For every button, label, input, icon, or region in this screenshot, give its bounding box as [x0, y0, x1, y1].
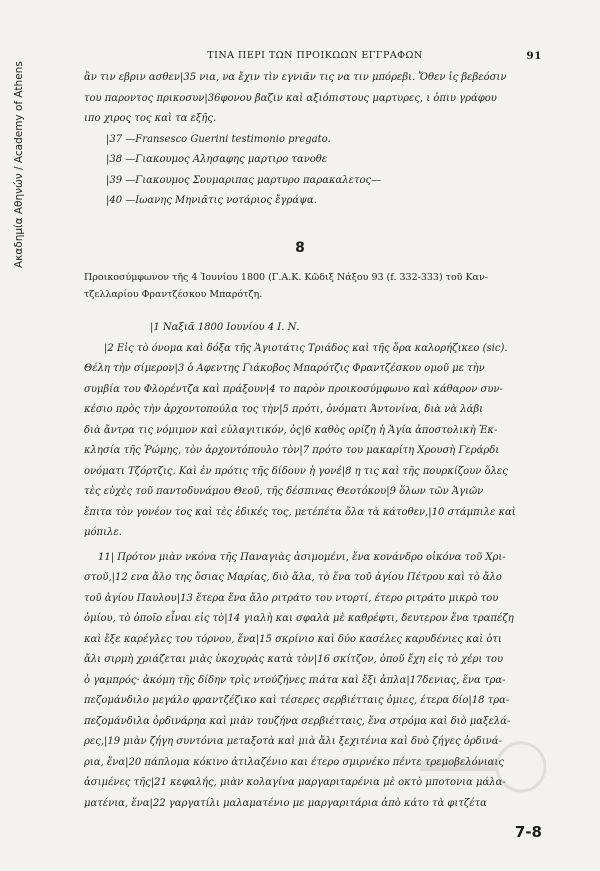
sidebar-text: Ακαδημία Αθηνών / Academy of Athens: [13, 61, 25, 268]
top-text-block: [84, 68, 542, 212]
intro-line: τζελλαρίου Φραντζέσκου Μπαρότζη.: [84, 289, 263, 300]
text-line: ὀμίου, τὸ ὀποῖο εἶναι εἰς τὸ|14 γιαλὴ και σφαλὰ μὲ καθρέφτι, δευτερον ἕνα τραπέζη: [84, 613, 514, 624]
text-line: ιπο χιρος τος καὶ τα εξῆς.: [84, 113, 217, 124]
text-line: Θέλη τὴν σίμερον|3 ὁ Αφεντης Γιάκοβος Μπαρότζις Φραντζέσκου ομοῦ με τὴν: [84, 363, 485, 374]
academy-watermark: [416, 739, 546, 799]
text-line: τὲς εὐχὲς τοῦ παντοδυνάμου Θεοῦ, τῆς δέσπινας Θεοτόκου|9 ὅλων τῶν Ἁγιῶν: [84, 486, 484, 497]
intro-block: [84, 269, 542, 303]
text-line: ἀσιμένες τῆς|21 κεφαλής, μιὰν κολαγίνα μαργαριταρένια μὲ οκτὸ μποτονια μάλα-: [84, 777, 506, 788]
text-line: στοῦ,|12 ενα ἄλο της ὅσιας Μαρίας, διὸ ἄλα, τὸ ἕνα τοῦ ἁγίου Πέτρου καὶ τὸ ἄλο: [84, 572, 502, 583]
signature-line: |40 —Ιωανης Μηνιᾶτις νοτάριος ἔγράψα.: [106, 195, 317, 206]
text-line: ρια, ἕνα|20 πάπλομα κόκινο ἀτιλαζένιο και έτερο σμιρνέκο πέντε τρεμοβελόνιαις: [84, 756, 504, 768]
signature-line: |38 —Γιακουμος Αλησαφης μαρτιρο τανοθε: [106, 154, 328, 165]
text-line: κέσιο πρὸς τὴν ἀρχοντοπούλα τος τὴν|5 πρότι, ὀνόματι Ἀντονίνα, διὰ νὰ λάβι: [84, 404, 484, 415]
text-line: πεζομάνδιλα ὀρδινάρηα καὶ μιὰν τουζήνα σερβιέτταις, ἕνα στρόμα καὶ διὸ μαξελά-: [84, 715, 511, 727]
text-line: καὶ ἔξε καρέγλες του τόρνου, ἕνα|15 σκρίνιο καὶ δύο κασέλες καρυδένιες καὶ ὀτι: [84, 633, 502, 645]
text-line: τοῦ ἁγίου Παυλου|13 ἕτερα ἕνα ἄλο ριτράτο του ντορτί, έτερο ριτράτο μικρὸ του: [84, 592, 499, 604]
intro-line: Προικοσύμφωνον τῆς 4 Ἰουνίου 1800 (Γ.Α.Κ. Κῶδιξ Νάξου 93 (f. 332-333) τοῦ Καν-: [84, 272, 488, 283]
signature-line: |39 —Γιακουμος Σουμαριπας μαρτυρο παρακαλετος—: [106, 174, 382, 186]
section-number: 8: [295, 240, 305, 256]
text-line: ἔπιτα τὸν γονέον τος καὶ τὲς ἐδικές τος, μετέπέτα ὄλα τὰ κάτοθεν,|10 στάμπιλε καὶ: [84, 506, 516, 518]
text-line: πεζομάνδιλο μεγάλο φραντζέζικο καὶ τέσερες σερβιέτταις ὀμιες, έτερα δίο|18 τρα-: [84, 695, 510, 706]
date-line: |1 Ναξιᾶ 1800 Ιουνίου 4 Ι. Ν.: [150, 322, 300, 333]
text-line: κλησία τῆς Ῥώμης, τὸν ἀρχοντόπουλο τὸν|7 πρότο του μακαρίτη Χρουσὴ Γεράρδι: [84, 445, 500, 456]
text-line: του παροντος πρικοσυν|36φονου βαζιν καὶ αξιόπιστους μαρτυρες, ι ὀπιυ γράφου: [84, 92, 497, 104]
text-line: συμβία του Φλορέντζα καὶ πράξουν|4 το παρὸν προικοσύμφωνο καὶ κάθαρον συν-: [84, 383, 503, 395]
text-line: ονόματι Τζόρτζις. Καὶ ἐν πρότις τῆς δίδουν ἡ γονέ|8 η τις καὶ τῆς πουρκίζουν ὅλες: [84, 465, 508, 477]
page-code: 7-8: [514, 823, 542, 841]
text-line: ὁ γαμπρός· ἀκόμη τῆς δίδην τρὶς ντούζήνες πιάτα καὶ ἔξι ἀπλα|17δενιας, ἕνα τρα-: [84, 674, 506, 686]
text-line: ἄλι σιρμὴ χριάζεται μιὰς ὑκοχυρὰς κατὰ τὸν|16 σκίτζον, ὁποῦ ἔχη εἰς τὸ χέρι του: [84, 654, 504, 665]
text-line: ἂν τιν εβριν ασθεν|35 νια, να ἔχιν τὶν εγνιᾶν τις να τιν μπόρεβι. Ὅθεν ἰς βεβεόσιν: [84, 72, 507, 83]
text-line: |2 Εἰς τὸ όνομα καὶ δόξα τῆς Ἁγιοτάτις Τριάδος καὶ τῆς ὅρα καλορήζικεο (sic).: [104, 342, 508, 354]
text-line: ρες,|19 μιὰν ζήγη συντόνια μεταξοτὰ καὶ μιὰ ἄλι ξεχιτένια καὶ δυὸ ζήγες ὀρδινά-: [84, 736, 502, 747]
text-line: ματένια, ἕνα|22 γαργατίλι μαλαματένιο με μαργαριτάρια ἀπὸ κάτο τὰ φιτζέτα: [84, 797, 487, 809]
running-title: ΤΙΝΑ ΠΕΡΙ ΤΩΝ ΠΡΟΙΚΩΩΝ ΕΓΓΡΑΦΩΝ: [207, 50, 423, 61]
text-line: 11| Πρότον μιὰν νκόνα τῆς Παναγιὰς ἀσιμομένι, ἕνα κονάνδρο οἰκόνα τοῦ Χρι-: [98, 551, 506, 563]
page-header: [88, 50, 542, 64]
signature-line: |37 —Fransesco Guerini testimonio pregato.: [106, 133, 331, 145]
page-number: 91: [526, 50, 542, 62]
text-line: διὰ ἄντρα τις νόμιμον καὶ εὐλαγιτικόν, ὀς|6 καθὸς ορίζη ἡ Ἁγία ἀποστολικὴ Ἐκ-: [84, 424, 498, 436]
text-line: μόπιλε.: [84, 527, 122, 538]
archive-sidebar-label: [2, 28, 24, 268]
